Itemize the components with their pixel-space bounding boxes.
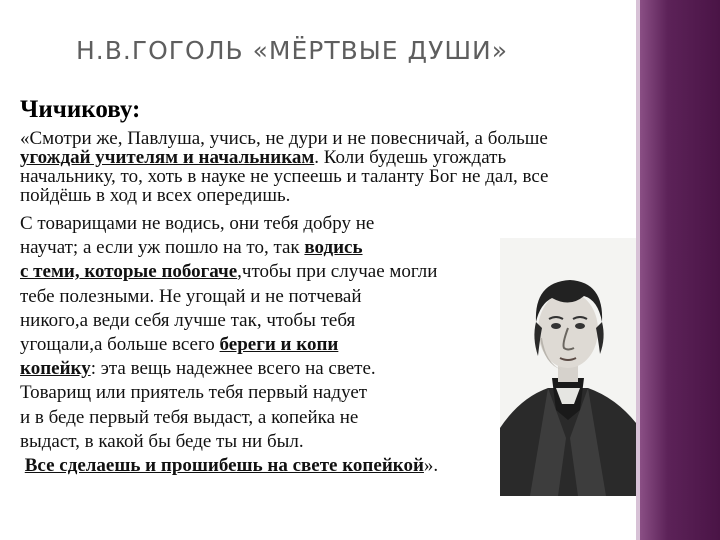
slide-heading: Чичикову: (20, 96, 141, 123)
quote-text: ». (423, 455, 439, 477)
quote-highlight: копейку (20, 358, 91, 380)
quote-line: пойдёшь в ход и всех опередишь. (20, 185, 291, 206)
gogol-portrait-image (500, 238, 636, 496)
quote-line: С товарищами не водись, они тебя добру не (20, 213, 375, 234)
quote-paragraph-2 (20, 212, 520, 478)
quote-highlight: с теми, которые побогаче (20, 261, 238, 283)
quote-highlight: береги и копи (219, 334, 339, 356)
quote-highlight: водись (304, 237, 363, 259)
quote-line: никого,а веди себя лучше так, чтобы тебя (20, 309, 356, 331)
quote-text: угощали,а больше всего (20, 334, 220, 356)
quote-highlight: угождай учителям и начальникам (20, 147, 315, 168)
quote-text: научат; а если уж пошло на то, так (20, 237, 305, 259)
quote-text: . Коли будешь угождать (314, 147, 507, 168)
quote-line: Товарищ или приятель тебя первый надует (20, 382, 368, 404)
quote-line: «Смотри же, Павлуша, учись, не дури и не повесничай, а больше (20, 128, 548, 149)
quote-line (20, 260, 520, 284)
quote-text: ,чтобы при случае могли (237, 261, 438, 283)
slide-title: Н.В.ГОГОЛЬ «МЁРТВЫЕ ДУШИ» (76, 36, 509, 65)
quote-line (20, 454, 520, 478)
quote-paragraph-1 (20, 129, 640, 205)
quote-line (20, 357, 520, 381)
decorative-side-frame (640, 0, 720, 540)
quote-text: : эта вещь надежнее всего на свете. (90, 358, 376, 380)
quote-line: выдаст, в какой бы беде ты ни был. (20, 430, 304, 452)
quote-line: тебе полезными. Не угощай и не потчевай (20, 285, 362, 307)
quote-line (20, 148, 640, 167)
quote-line: и в беде первый тебя выдаст, а копейка не (20, 406, 359, 428)
quote-line (20, 333, 520, 357)
quote-line (20, 236, 520, 260)
quote-line: начальнику, то, хоть в науке не успеешь и таланту Бог не дал, все (20, 166, 549, 187)
quote-highlight: Все сделаешь и прошибешь на свете копейкой (24, 455, 424, 477)
